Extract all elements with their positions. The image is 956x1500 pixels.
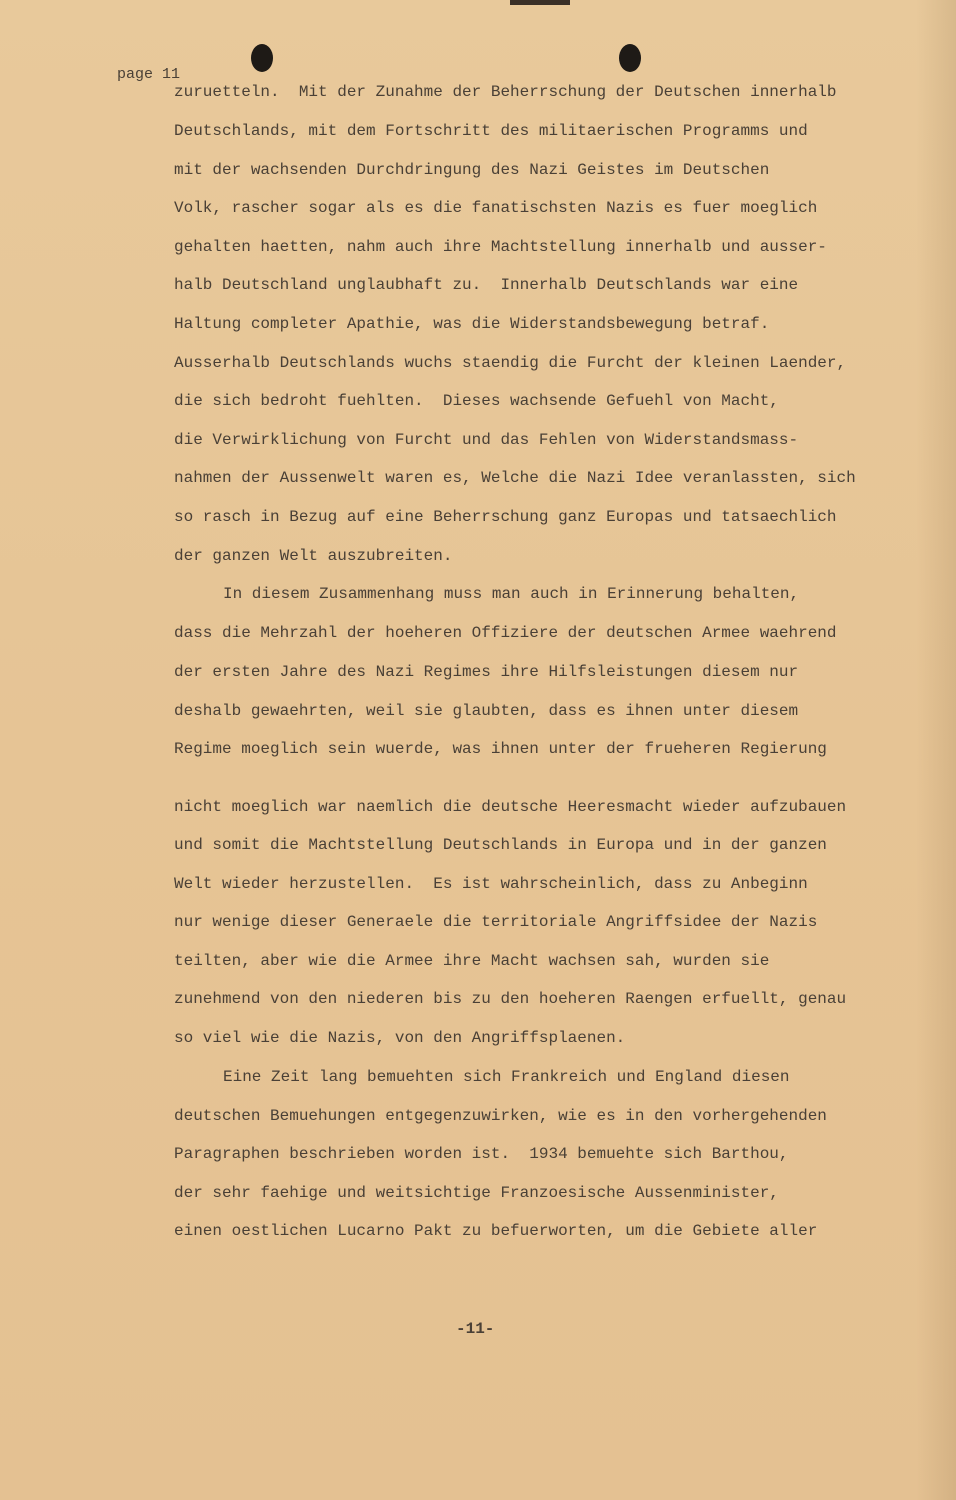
text-line: Regime moeglich sein wuerde, was ihnen unter der frueheren Regierung — [174, 740, 827, 758]
text-line: nicht moeglich war naemlich die deutsche Heeresmacht wieder aufzubauen — [174, 798, 847, 816]
top-edge-mark — [510, 0, 570, 5]
text-line: nahmen der Aussenwelt waren es, Welche die Nazi Idee veranlassten, sich — [174, 469, 856, 487]
text-line: Deutschlands, mit dem Fortschritt des militaerischen Programms und — [174, 122, 808, 140]
text-line: teilten, aber wie die Armee ihre Macht wachsen sah, wurden sie — [174, 952, 770, 970]
text-line: deutschen Bemuehungen entgegenzuwirken, wie es in den vorhergehenden — [174, 1107, 827, 1125]
text-line: mit der wachsenden Durchdringung des Nazi Geistes im Deutschen — [174, 161, 770, 179]
text-line: In diesem Zusammenhang muss man auch in Erinnerung behalten, — [223, 585, 800, 603]
page-label: page 11 — [117, 66, 181, 83]
text-line: Haltung completer Apathie, was die Widerstandsbewegung betraf. — [174, 315, 770, 333]
text-line: dass die Mehrzahl der hoeheren Offiziere der deutschen Armee waehrend — [174, 624, 837, 642]
text-line: zuruetteln. Mit der Zunahme der Beherrschung der Deutschen innerhalb — [174, 83, 837, 101]
text-line: Ausserhalb Deutschlands wuchs staendig die Furcht der kleinen Laender, — [174, 354, 847, 372]
text-line: gehalten haetten, nahm auch ihre Machtstellung innerhalb und ausser- — [174, 238, 827, 256]
text-line: und somit die Machtstellung Deutschlands in Europa und in der ganzen — [174, 836, 827, 854]
text-line: Volk, rascher sogar als es die fanatischsten Nazis es fuer moeglich — [174, 199, 818, 217]
punch-hole-left — [251, 44, 273, 72]
text-line: der ersten Jahre des Nazi Regimes ihre Hilfsleistungen diesem nur — [174, 663, 799, 681]
page-number: -11- — [456, 1320, 495, 1338]
text-line: Eine Zeit lang bemuehten sich Frankreich und England diesen — [223, 1068, 790, 1086]
text-line: so viel wie die Nazis, von den Angriffsplaenen. — [174, 1029, 626, 1047]
text-line: die Verwirklichung von Furcht und das Fehlen von Widerstandsmass- — [174, 431, 799, 449]
text-line: nur wenige dieser Generaele die territoriale Angriffsidee der Nazis — [174, 913, 818, 931]
text-line: einen oestlichen Lucarno Pakt zu befuerworten, um die Gebiete aller — [174, 1222, 818, 1240]
text-line: so rasch in Bezug auf eine Beherrschung ganz Europas und tatsaechlich — [174, 508, 837, 526]
text-line: Welt wieder herzustellen. Es ist wahrscheinlich, dass zu Anbeginn — [174, 875, 808, 893]
text-line: die sich bedroht fuehlten. Dieses wachsende Gefuehl von Macht, — [174, 392, 779, 410]
paper-edge-shading — [916, 0, 956, 1500]
text-line: deshalb gewaehrten, weil sie glaubten, dass es ihnen unter diesem — [174, 702, 799, 720]
text-line: zunehmend von den niederen bis zu den hoeheren Raengen erfuellt, genau — [174, 990, 847, 1008]
text-line: der ganzen Welt auszubreiten. — [174, 547, 453, 565]
text-line: Paragraphen beschrieben worden ist. 1934 bemuehte sich Barthou, — [174, 1145, 789, 1163]
text-line: der sehr faehige und weitsichtige Franzoesische Aussenminister, — [174, 1184, 779, 1202]
punch-hole-right — [619, 44, 641, 72]
text-line: halb Deutschland unglaubhaft zu. Innerhalb Deutschlands war eine — [174, 276, 799, 294]
